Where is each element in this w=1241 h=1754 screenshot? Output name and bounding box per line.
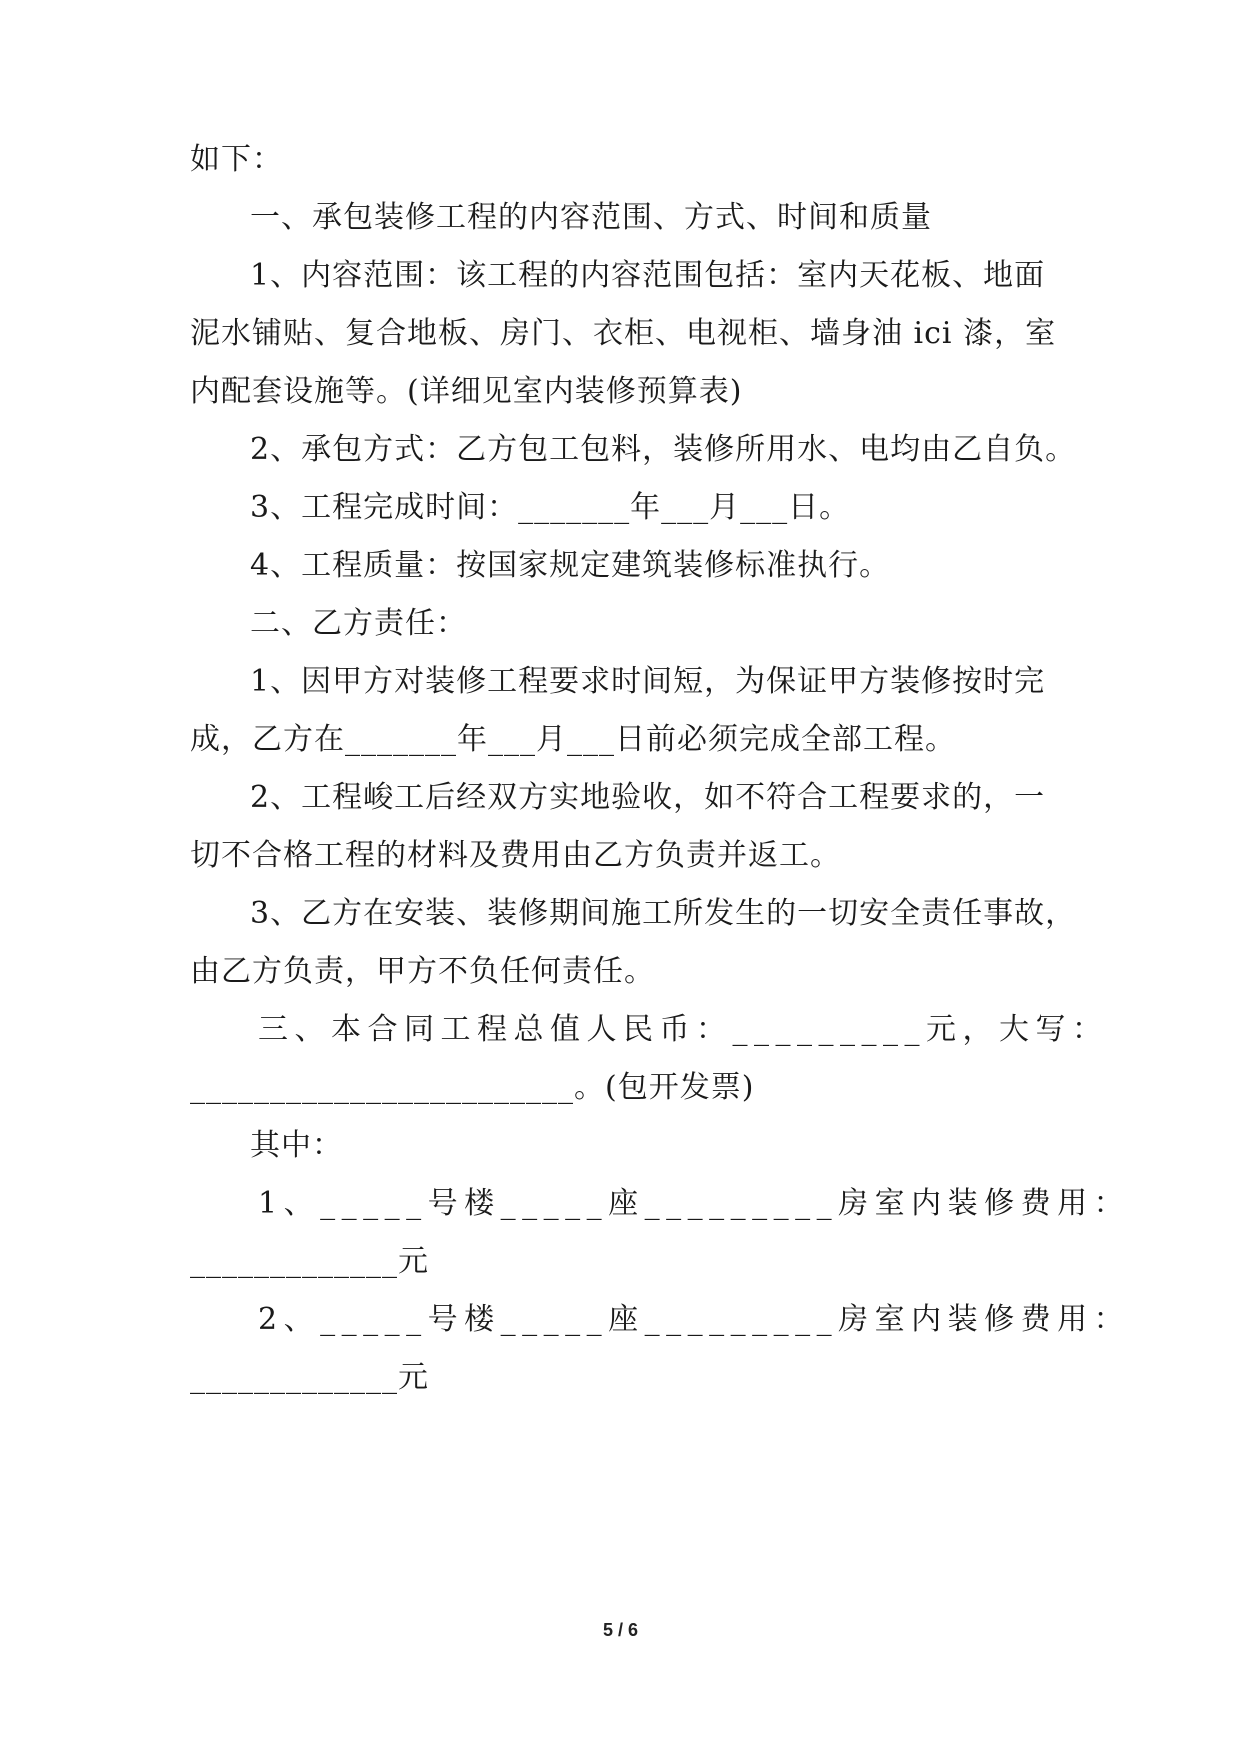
section-heading: 三、本合同工程总值人民币：_________元，大写：: [258, 1012, 1109, 1047]
text-line: 4、工程质量：按国家规定建筑装修标准执行。: [250, 548, 891, 583]
text-line: 2、工程峻工后经双方实地验收，如不符合工程要求的，一: [250, 780, 1046, 815]
section-heading: 一、承包装修工程的内容范围、方式、时间和质量: [250, 200, 932, 235]
text-line: _____________元: [190, 1244, 429, 1279]
text-line: 1、因甲方对装修工程要求时间短，为保证甲方装修按时完: [250, 664, 1046, 699]
section-heading: 二、乙方责任：: [250, 606, 467, 641]
text-line: 其中：: [250, 1128, 343, 1163]
text-line: 3、工程完成时间：_______年___月___日。: [250, 490, 851, 525]
text-line: 2、承包方式：乙方包工包料，装修所用水、电均由乙自负。: [250, 432, 1077, 467]
page-number: 5 / 6: [602, 1620, 639, 1640]
text-line: 1、内容范围：该工程的内容范围包括：室内天花板、地面: [250, 258, 1046, 293]
text-line: _____________元: [190, 1360, 429, 1395]
text-line: 泥水铺贴、复合地板、房门、衣柜、电视柜、墙身油 ici 漆，室: [190, 316, 1057, 351]
text-line: 由乙方负责，甲方不负任何责任。: [190, 954, 655, 989]
text-line: 成，乙方在_______年___月___日前必须完成全部工程。: [190, 722, 956, 757]
text-line: 1、_____号楼_____座_________房室内装修费用：: [258, 1186, 1131, 1221]
text-line: ________________________。(包开发票): [190, 1070, 755, 1105]
text-line: 2、_____号楼_____座_________房室内装修费用：: [258, 1302, 1131, 1337]
text-line: 3、乙方在安装、装修期间施工所发生的一切安全责任事故，: [250, 896, 1077, 931]
text-line: 如下：: [190, 142, 283, 177]
text-line: 切不合格工程的材料及费用由乙方负责并返工。: [190, 838, 841, 873]
text-line: 内配套设施等。(详细见室内装修预算表): [190, 374, 743, 409]
